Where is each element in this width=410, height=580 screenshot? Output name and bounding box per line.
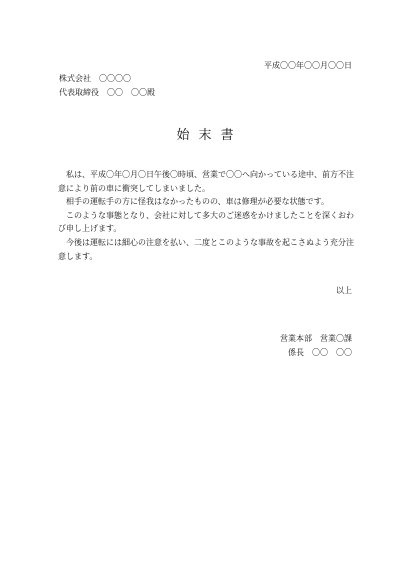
document-body: [58, 168, 354, 263]
recipient-representative: 代表取締役 〇〇 〇〇殿: [59, 88, 155, 97]
sender-department: 営業本部 営業〇課: [280, 334, 352, 343]
recipient-company: 株式会社 〇〇〇〇: [59, 74, 131, 83]
body-paragraph: このような事態となり、会社に対して多大のご迷惑をかけましたことを深くおわび申し上げます。: [58, 210, 354, 234]
document-date: 平成〇〇年〇〇月〇〇日: [264, 61, 352, 70]
body-paragraph: 相手の運転手の方に怪我はなかったものの、車は修理が必要な状態です。: [66, 197, 330, 207]
closing-remark: 以上: [336, 286, 352, 295]
sender-name: 係長 〇〇 〇〇: [288, 348, 352, 357]
document-title: 始末書: [176, 128, 243, 143]
body-paragraph: 今後は運転には細心の注意を払い、二度とこのような事故を起こさぬよう充分注意します。: [58, 237, 354, 261]
body-paragraph: 私は、平成〇年〇月〇日午後〇時頃、営業で〇〇へ向かっている途中、前方不注意により前の車に衝突してしまいました。: [58, 170, 354, 193]
